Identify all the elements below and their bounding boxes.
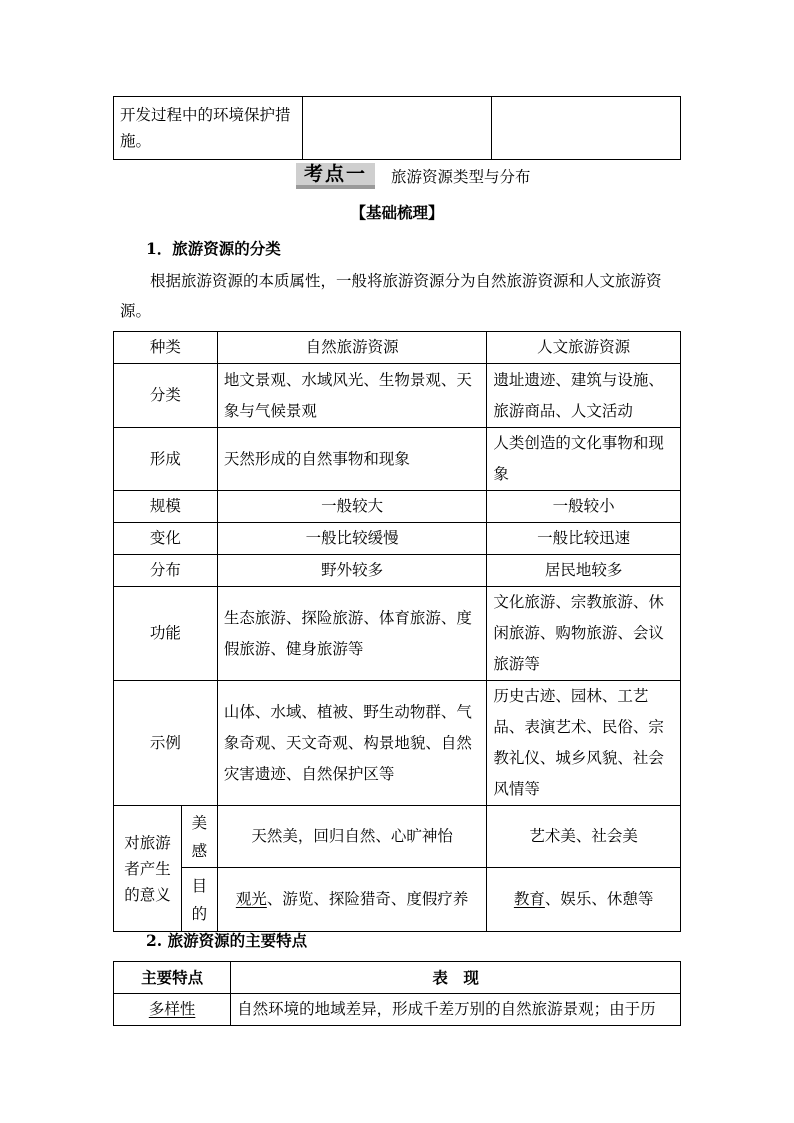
header-feature: 主要特点 — [114, 962, 231, 994]
purpose-natural — [217, 868, 486, 932]
top-table-cell-3 — [492, 97, 681, 160]
row-natural: 天然形成的自然事物和现象 — [217, 428, 486, 491]
section-tag: 考点一 — [296, 163, 375, 189]
feature-name — [114, 994, 231, 1026]
header-kind: 种类 — [114, 332, 218, 364]
part1-intro: 根据旅游资源的本质属性，一般将旅游资源分为自然旅游资源和人文旅游资源。 — [120, 272, 662, 320]
table-row — [114, 555, 681, 587]
purpose-natural-rest: 、游览、探险猎奇、度假疗养 — [266, 890, 469, 908]
row-natural: 山体、水域、植被、野生动物群、气象奇观、天文奇观、构景地貌、自然灾害遗迹、自然保护区等 — [217, 681, 486, 806]
table-row — [114, 523, 681, 555]
row-label: 形成 — [114, 428, 218, 491]
row-natural: 生态旅游、探险旅游、体育旅游、度假旅游、健身旅游等 — [217, 587, 486, 681]
row-natural: 野外较多 — [217, 555, 486, 587]
aesthetic-label: 美感 — [181, 806, 217, 868]
table-row — [114, 806, 681, 868]
section-title: 旅游资源类型与分布 — [391, 168, 531, 186]
table-row — [114, 681, 681, 806]
header-cultural: 人文旅游资源 — [487, 332, 681, 364]
row-label: 示例 — [114, 681, 218, 806]
purpose-natural-underlined: 观光 — [235, 890, 267, 908]
feature-name-text: 多样性 — [148, 1000, 196, 1018]
row-cultural: 历史古迹、园林、工艺品、表演艺术、民俗、宗教礼仪、城乡风貌、社会风情等 — [487, 681, 681, 806]
table-row — [114, 428, 681, 491]
row-label: 分类 — [114, 364, 218, 428]
table-row — [114, 994, 681, 1026]
aesthetic-natural: 天然美，回归自然、心旷神怡 — [217, 806, 486, 868]
part2-heading: 2. 旅游资源的主要特点 — [146, 931, 308, 950]
section-heading — [296, 161, 531, 191]
row-natural: 地文景观、水域风光、生物景观、天象与气候景观 — [217, 364, 486, 428]
purpose-cultural-underlined: 教育 — [513, 890, 545, 908]
table-row — [114, 491, 681, 523]
row-cultural: 居民地较多 — [487, 555, 681, 587]
row-cultural: 文化旅游、宗教旅游、休闲旅游、购物旅游、会议旅游等 — [487, 587, 681, 681]
top-table-cell-2 — [303, 97, 492, 160]
purpose-cultural-rest: 、娱乐、休憩等 — [544, 890, 654, 908]
classification-table — [113, 331, 681, 932]
subhead: 【基础梳理】 — [350, 203, 444, 222]
top-table — [113, 96, 681, 160]
part1-heading: 1．旅游资源的分类 — [146, 239, 281, 258]
header-performance: 表 现 — [231, 962, 681, 994]
row-label: 变化 — [114, 523, 218, 555]
row-label: 规模 — [114, 491, 218, 523]
aesthetic-cultural: 艺术美、社会美 — [487, 806, 681, 868]
row-label: 功能 — [114, 587, 218, 681]
table-header-row — [114, 332, 681, 364]
row-cultural: 人类创造的文化事物和现象 — [487, 428, 681, 491]
table-row — [114, 868, 681, 932]
header-natural: 自然旅游资源 — [217, 332, 486, 364]
row-cultural: 一般较小 — [487, 491, 681, 523]
table2-header-row — [114, 962, 681, 994]
purpose-label: 目的 — [181, 868, 217, 932]
row-natural: 一般比较缓慢 — [217, 523, 486, 555]
row-cultural: 遗址遗迹、建筑与设施、旅游商品、人文活动 — [487, 364, 681, 428]
significance-label: 对旅游者产生的意义 — [114, 806, 182, 932]
feature-desc: 自然环境的地域差异，形成千差万别的自然旅游景观；由于历 — [231, 994, 681, 1026]
row-label: 分布 — [114, 555, 218, 587]
top-table-cell-1: 开发过程中的环境保护措施。 — [114, 97, 303, 160]
row-natural: 一般较大 — [217, 491, 486, 523]
row-cultural: 一般比较迅速 — [487, 523, 681, 555]
table-row — [114, 364, 681, 428]
table-row — [114, 587, 681, 681]
purpose-cultural — [487, 868, 681, 932]
features-table — [113, 961, 681, 1026]
